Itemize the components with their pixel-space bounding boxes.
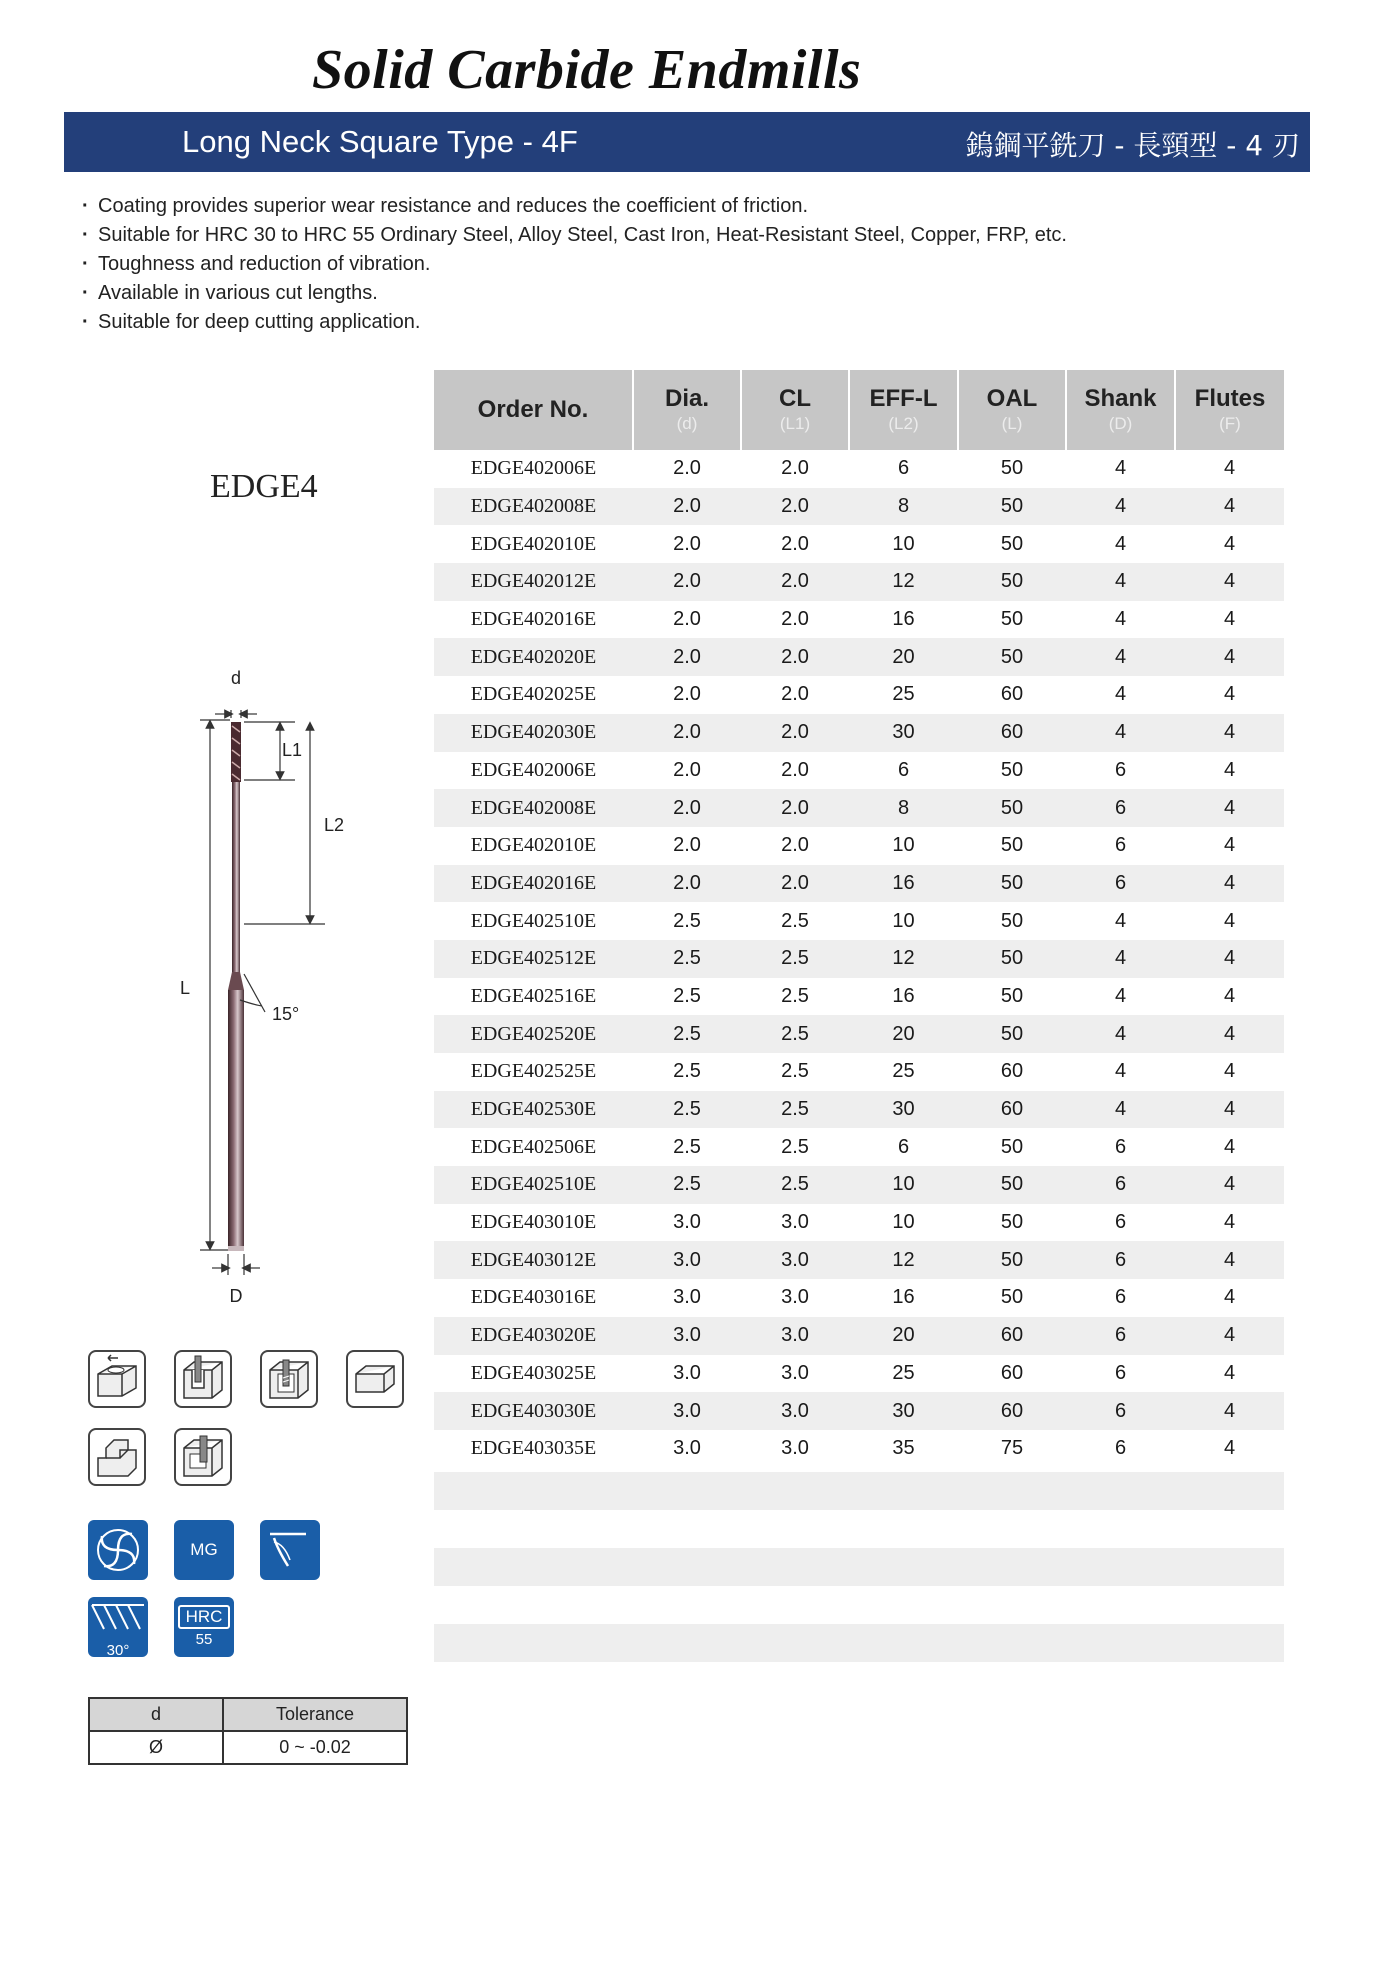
order-no-cell: EDGE402020E: [434, 638, 633, 676]
header-shank: Shank (D): [1066, 370, 1175, 450]
shank-cell: 6: [1066, 789, 1175, 827]
oal-cell: 50: [1000, 1135, 1024, 1158]
oal-cell: 50: [958, 1241, 1066, 1279]
header-oal: OAL (L): [958, 370, 1066, 450]
spec-table: [434, 370, 1284, 1468]
eff-l-cell: 6: [897, 758, 910, 781]
flutes-cell: 4: [1175, 488, 1284, 526]
table-row: [434, 601, 1284, 639]
oal-cell: 60: [1000, 1060, 1024, 1083]
order-no-cell: EDGE402008E: [434, 488, 633, 526]
table-header-row: [434, 370, 1284, 450]
feature-item: · Suitable for deep cutting application.: [82, 311, 421, 333]
cl-cell: 2.0: [781, 834, 809, 857]
oal-cell: 50: [958, 940, 1066, 978]
endmill-body: [228, 722, 244, 1251]
dimension-lines: [200, 710, 325, 1275]
oal-cell: 50: [958, 1166, 1066, 1204]
table-row: [434, 1091, 1284, 1129]
dia-cell: 3.0: [673, 1286, 701, 1309]
table-row: [434, 940, 1284, 978]
eff-l-cell: 10: [849, 1166, 958, 1204]
tolerance-row: [89, 1731, 407, 1764]
table-row: [434, 1204, 1284, 1242]
shank-cell: 4: [1066, 1015, 1175, 1053]
order-no-cell: EDGE402516E: [470, 984, 597, 1007]
oal-cell: 60: [1000, 1361, 1024, 1384]
order-no-cell: EDGE402506E: [470, 1135, 597, 1158]
cl-cell: 2.5: [781, 1135, 809, 1158]
tolerance-value: 0 ~ -0.02: [223, 1731, 407, 1764]
cl-cell: 2.0: [741, 865, 849, 903]
shank-cell: 6: [1114, 834, 1127, 857]
flutes-cell: 4: [1175, 1241, 1284, 1279]
table-row: [434, 1053, 1284, 1091]
shank-cell: 4: [1114, 608, 1127, 631]
order-no-cell: EDGE402510E: [434, 1166, 633, 1204]
oal-cell: 50: [1000, 758, 1024, 781]
tolerance-table: [88, 1697, 408, 1765]
header-dia: Dia. (d): [633, 370, 741, 450]
flutes-cell: 4: [1175, 1166, 1284, 1204]
shank-cell: 4: [1114, 909, 1127, 932]
eff-l-cell: 6: [897, 1135, 910, 1158]
dia-cell: 2.5: [633, 940, 741, 978]
dia-cell: 2.0: [633, 638, 741, 676]
cl-cell: 2.5: [741, 1166, 849, 1204]
eff-l-cell: 12: [849, 563, 958, 601]
cl-cell: 2.0: [781, 758, 809, 781]
slotting-icon: [174, 1350, 232, 1408]
oal-cell: 75: [1000, 1437, 1024, 1460]
cl-cell: 3.0: [781, 1286, 809, 1309]
dia-cell: 2.0: [673, 457, 701, 480]
order-no-cell: EDGE402520E: [434, 1015, 633, 1053]
dia-cell: 3.0: [673, 1361, 701, 1384]
cl-cell: 2.0: [741, 488, 849, 526]
table-row: [434, 1015, 1284, 1053]
coating-mg-icon: MG: [174, 1520, 234, 1580]
cl-cell: 2.0: [781, 457, 809, 480]
eff-l-cell: 25: [892, 683, 915, 706]
eff-l-cell: 30: [849, 1392, 958, 1430]
pocket-milling-icon: [174, 1428, 232, 1486]
table-row: [434, 714, 1284, 752]
flutes-cell: 4: [1175, 1015, 1284, 1053]
flutes-cell: 4: [1223, 834, 1236, 857]
table-row: [434, 1241, 1284, 1279]
shank-cell: 4: [1114, 457, 1127, 480]
table-row: [434, 865, 1284, 903]
cl-cell: 2.0: [781, 683, 809, 706]
section-banner: [64, 112, 1310, 172]
eff-l-cell: 20: [849, 1317, 958, 1355]
dia-cell: 3.0: [673, 1437, 701, 1460]
order-no-cell: EDGE402030E: [434, 714, 633, 752]
shank-cell: 6: [1066, 865, 1175, 903]
flutes-cell: 4: [1223, 1361, 1236, 1384]
oal-cell: 50: [1000, 457, 1024, 480]
order-no-cell: EDGE403012E: [434, 1241, 633, 1279]
flutes-cell: 4: [1223, 1135, 1236, 1158]
table-blank-row: [434, 1624, 1284, 1662]
oal-cell: 50: [958, 488, 1066, 526]
cl-cell: 2.0: [741, 789, 849, 827]
flutes-cell: 4: [1223, 457, 1236, 480]
shank-cell: 6: [1114, 758, 1127, 781]
dia-cell: 3.0: [673, 1211, 701, 1234]
order-no-cell: EDGE403030E: [434, 1392, 633, 1430]
shank-cell: 6: [1066, 1166, 1175, 1204]
eff-l-cell: 20: [849, 1015, 958, 1053]
dia-cell: 2.0: [633, 789, 741, 827]
cl-cell: 3.0: [781, 1361, 809, 1384]
order-no-cell: EDGE402012E: [434, 563, 633, 601]
oal-cell: 50: [1000, 1286, 1024, 1309]
eff-l-cell: 20: [849, 638, 958, 676]
flutes-cell: 4: [1223, 532, 1236, 555]
flutes-cell: 4: [1223, 683, 1236, 706]
plunge-milling-icon: [260, 1350, 318, 1408]
shank-cell: 6: [1114, 1211, 1127, 1234]
flutes-cell: 4: [1223, 1060, 1236, 1083]
order-no-cell: EDGE402016E: [434, 865, 633, 903]
eff-l-cell: 8: [849, 789, 958, 827]
shank-cell: 4: [1114, 532, 1127, 555]
oal-cell: 50: [1000, 608, 1024, 631]
dim-label-l: L: [180, 978, 191, 998]
eff-l-cell: 10: [892, 1211, 915, 1234]
eff-l-cell: 12: [849, 1241, 958, 1279]
flutes-cell: 4: [1223, 758, 1236, 781]
face-milling-icon: [346, 1350, 404, 1408]
page-title: Solid Carbide Endmills: [312, 39, 862, 101]
oal-cell: 60: [958, 1392, 1066, 1430]
order-no-cell: EDGE402010E: [470, 532, 597, 555]
table-row: [434, 1166, 1284, 1204]
cl-cell: 2.5: [781, 909, 809, 932]
cl-cell: 3.0: [741, 1392, 849, 1430]
oal-cell: 50: [958, 638, 1066, 676]
shank-cell: 6: [1066, 1241, 1175, 1279]
cl-cell: 2.5: [741, 1015, 849, 1053]
eff-l-cell: 30: [849, 1091, 958, 1129]
table-blank-row: [434, 1472, 1284, 1510]
oal-cell: 50: [1000, 532, 1024, 555]
dia-cell: 2.5: [673, 1135, 701, 1158]
cl-cell: 2.5: [741, 940, 849, 978]
helix-angle-icon: 30°: [88, 1597, 148, 1657]
shank-cell: 4: [1066, 1091, 1175, 1129]
dia-cell: 2.5: [633, 1166, 741, 1204]
dia-cell: 2.0: [673, 758, 701, 781]
order-no-cell: EDGE403035E: [470, 1437, 597, 1460]
table-row: [434, 1430, 1284, 1468]
table-row: [434, 676, 1284, 714]
shank-cell: 4: [1066, 714, 1175, 752]
dia-cell: 2.5: [633, 1091, 741, 1129]
hardness-icon: HRC 55: [174, 1597, 234, 1657]
eff-l-cell: 12: [849, 940, 958, 978]
order-no-cell: EDGE402008E: [434, 789, 633, 827]
flutes-cell: 4: [1223, 1211, 1236, 1234]
oal-cell: 60: [958, 714, 1066, 752]
eff-l-cell: 10: [892, 532, 915, 555]
eff-l-cell: 8: [849, 488, 958, 526]
flutes-cell: 4: [1175, 638, 1284, 676]
shank-cell: 4: [1066, 940, 1175, 978]
feature-item: · Toughness and reduction of vibration.: [82, 253, 431, 275]
order-no-cell: EDGE403025E: [470, 1361, 597, 1384]
header-order-no: Order No.: [434, 370, 633, 450]
dim-label-d: d: [230, 668, 242, 688]
dim-label-l2: L2: [324, 815, 345, 835]
header-eff-l: EFF-L (L2): [849, 370, 958, 450]
shank-cell: 4: [1114, 1060, 1127, 1083]
order-no-cell: EDGE402006E: [470, 758, 597, 781]
dia-cell: 2.5: [673, 1060, 701, 1083]
order-no-cell: EDGE402016E: [470, 608, 597, 631]
dia-cell: 2.0: [633, 488, 741, 526]
table-row: [434, 1355, 1284, 1393]
flutes-cell: 4: [1175, 563, 1284, 601]
eff-l-cell: 16: [849, 865, 958, 903]
dia-cell: 2.5: [673, 909, 701, 932]
flutes-cell: 4: [1175, 1091, 1284, 1129]
shank-cell: 6: [1114, 1135, 1127, 1158]
flutes-cell: 4: [1223, 909, 1236, 932]
table-row: [434, 525, 1284, 563]
shank-cell: 6: [1066, 1317, 1175, 1355]
series-label: EDGE4: [210, 468, 318, 505]
cl-cell: 3.0: [781, 1437, 809, 1460]
tolerance-header-d: d: [89, 1698, 223, 1731]
dia-cell: 2.0: [673, 834, 701, 857]
table-row: [434, 1317, 1284, 1355]
dia-cell: 3.0: [633, 1392, 741, 1430]
eff-l-cell: 10: [892, 909, 915, 932]
order-no-cell: EDGE402010E: [470, 834, 597, 857]
flutes-cell: 4: [1223, 1437, 1236, 1460]
flutes-cell: 4: [1223, 608, 1236, 631]
header-cl: CL (L1): [741, 370, 849, 450]
eff-l-cell: 25: [892, 1361, 915, 1384]
table-blank-row: [434, 1548, 1284, 1586]
cl-cell: 2.0: [741, 714, 849, 752]
oal-cell: 50: [958, 789, 1066, 827]
dia-cell: 3.0: [633, 1317, 741, 1355]
square-end-icon: [260, 1520, 320, 1580]
flutes-cell: 4: [1175, 1317, 1284, 1355]
table-row: [434, 488, 1284, 526]
shank-cell: 4: [1066, 563, 1175, 601]
shank-cell: 6: [1114, 1286, 1127, 1309]
endmill-diagram: [160, 660, 360, 1310]
table-row: [434, 752, 1284, 790]
shank-cell: 6: [1114, 1361, 1127, 1384]
dia-cell: 3.0: [633, 1241, 741, 1279]
oal-cell: 50: [958, 1015, 1066, 1053]
dia-cell: 2.5: [673, 984, 701, 1007]
flutes-cell: 4: [1175, 865, 1284, 903]
table-row: [434, 902, 1284, 940]
dia-cell: 2.0: [673, 608, 701, 631]
flutes-cell: 4: [1175, 789, 1284, 827]
4-flute-icon: [88, 1520, 148, 1580]
feature-item: · Available in various cut lengths.: [82, 282, 378, 304]
order-no-cell: EDGE402025E: [470, 683, 597, 706]
table-row: [434, 827, 1284, 865]
feature-list: [82, 192, 1067, 337]
table-row: [434, 563, 1284, 601]
shank-cell: 6: [1066, 1392, 1175, 1430]
dia-cell: 2.0: [633, 865, 741, 903]
oal-cell: 50: [958, 865, 1066, 903]
cl-cell: 2.0: [781, 608, 809, 631]
table-row: [434, 1128, 1284, 1166]
tolerance-symbol: Ø: [89, 1731, 223, 1764]
table-row: [434, 1279, 1284, 1317]
oal-cell: 60: [958, 1317, 1066, 1355]
dia-cell: 2.0: [673, 683, 701, 706]
eff-l-cell: 16: [892, 984, 915, 1007]
order-no-cell: EDGE402006E: [470, 457, 597, 480]
table-row: [434, 1392, 1284, 1430]
oal-cell: 50: [1000, 984, 1024, 1007]
cl-cell: 2.0: [741, 563, 849, 601]
table-row: [434, 978, 1284, 1016]
banner-title-en: Long Neck Square Type - 4F: [182, 124, 578, 159]
oal-cell: 60: [958, 1091, 1066, 1129]
shank-cell: 6: [1114, 1437, 1127, 1460]
oal-cell: 50: [1000, 909, 1024, 932]
tolerance-header-tolerance: Tolerance: [223, 1698, 407, 1731]
cl-cell: 2.5: [741, 1091, 849, 1129]
flutes-cell: 4: [1223, 984, 1236, 1007]
side-milling-icon: [88, 1350, 146, 1408]
header-flutes: Flutes (F): [1175, 370, 1284, 450]
flutes-cell: 4: [1223, 1286, 1236, 1309]
shoulder-milling-icon: [88, 1428, 146, 1486]
shank-cell: 4: [1066, 638, 1175, 676]
feature-item: · Coating provides superior wear resistance and reduces the coefficient of friction.: [82, 195, 809, 217]
eff-l-cell: 30: [849, 714, 958, 752]
cl-cell: 2.0: [781, 532, 809, 555]
dim-label-l1: L1: [282, 740, 303, 760]
oal-cell: 60: [1000, 683, 1024, 706]
dia-cell: 2.0: [673, 532, 701, 555]
cl-cell: 3.0: [781, 1211, 809, 1234]
eff-l-cell: 25: [892, 1060, 915, 1083]
oal-cell: 50: [958, 563, 1066, 601]
eff-l-cell: 16: [892, 1286, 915, 1309]
feature-item: · Suitable for HRC 30 to HRC 55 Ordinary Steel, Alloy Steel, Cast Iron, Heat-Resistant Steel, Copper, FRP, etc.: [82, 224, 1067, 246]
table-row: [434, 450, 1284, 488]
cl-cell: 3.0: [741, 1317, 849, 1355]
table-row: [434, 638, 1284, 676]
order-no-cell: EDGE403010E: [470, 1211, 597, 1234]
tolerance-header-row: [89, 1698, 407, 1731]
oal-cell: 50: [1000, 1211, 1024, 1234]
order-no-cell: EDGE402512E: [434, 940, 633, 978]
order-no-cell: EDGE402510E: [470, 909, 597, 932]
dia-cell: 2.0: [633, 714, 741, 752]
order-no-cell: EDGE402530E: [434, 1091, 633, 1129]
banner-title-zh: 鎢鋼平銑刀 - 長頸型 - 4 刃: [965, 129, 1300, 162]
flutes-cell: 4: [1175, 1392, 1284, 1430]
dia-cell: 2.5: [633, 1015, 741, 1053]
dim-label-shank: D: [229, 1286, 243, 1306]
cl-cell: 2.5: [781, 1060, 809, 1083]
eff-l-cell: 16: [892, 608, 915, 631]
dia-cell: 2.0: [633, 563, 741, 601]
dim-label-angle: 15°: [272, 1004, 300, 1024]
order-no-cell: EDGE402525E: [470, 1060, 597, 1083]
eff-l-cell: 10: [892, 834, 915, 857]
cl-cell: 2.5: [781, 984, 809, 1007]
flutes-cell: 4: [1175, 940, 1284, 978]
eff-l-cell: 35: [892, 1437, 915, 1460]
table-row: [434, 789, 1284, 827]
cl-cell: 3.0: [741, 1241, 849, 1279]
cl-cell: 2.0: [741, 638, 849, 676]
oal-cell: 50: [1000, 834, 1024, 857]
shank-cell: 4: [1114, 683, 1127, 706]
eff-l-cell: 6: [897, 457, 910, 480]
order-no-cell: EDGE403016E: [470, 1286, 597, 1309]
order-no-cell: EDGE403020E: [434, 1317, 633, 1355]
shank-cell: 4: [1066, 488, 1175, 526]
shank-cell: 4: [1114, 984, 1127, 1007]
flutes-cell: 4: [1175, 714, 1284, 752]
